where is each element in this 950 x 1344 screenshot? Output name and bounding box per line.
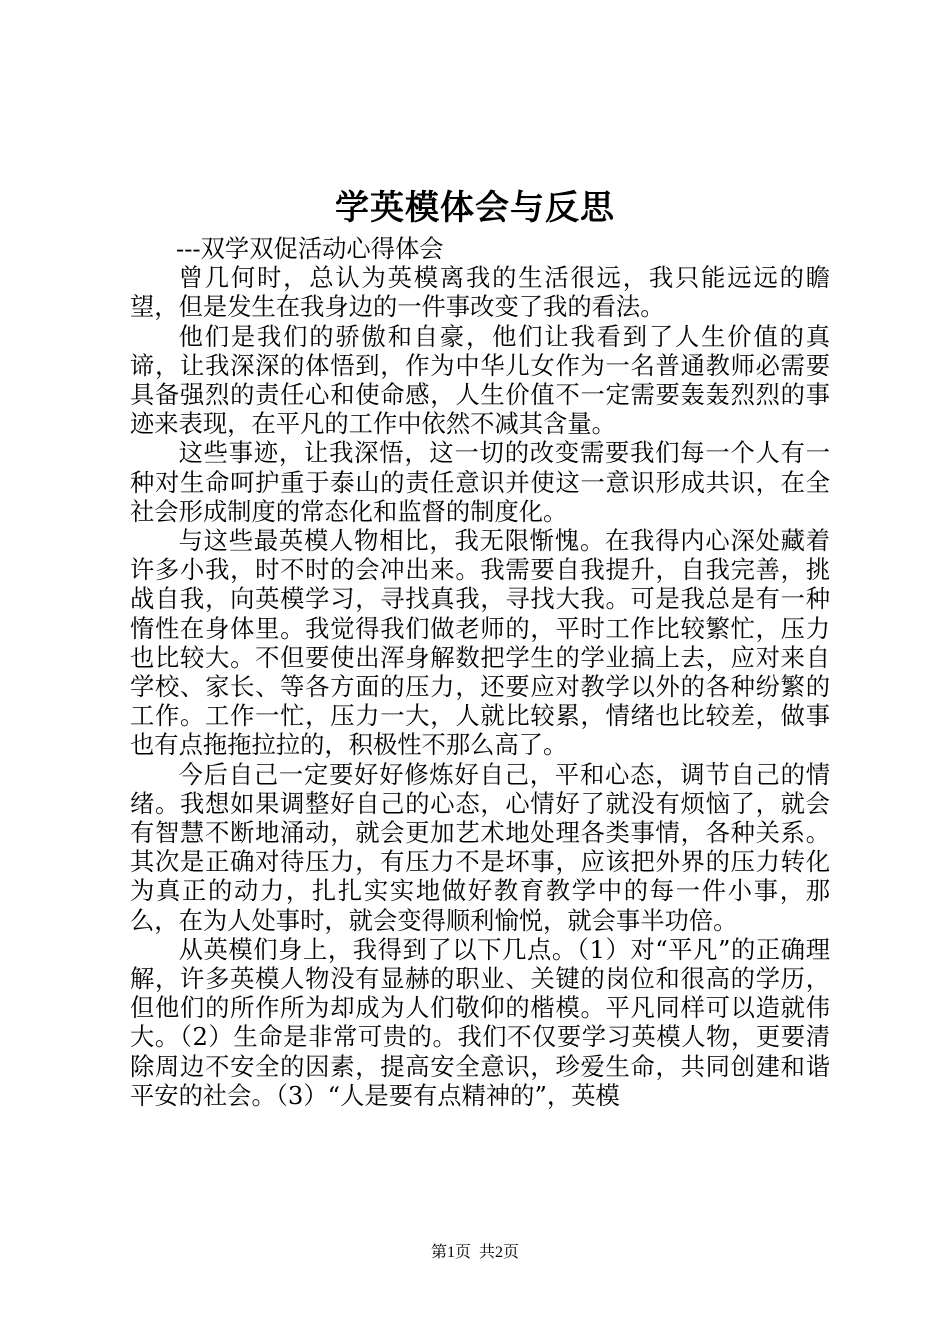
footer-separator (471, 1244, 479, 1261)
paragraph-5: 今后自己一定要好好修炼好自己，平和心态，调节自己的情绪。我想如果调整好自己的心态，心情好了就没有烦恼了，就会有智慧不断地涌动，就会更加艺术地处理各类事情，各种关系。其次是正确对待压力，有压力不是坏事，应该把外界的压力转化为真正的动力，扎扎实实地做好教育教学中的每一件小事，那么，在为人处事时，就会变得顺利愉悦，就会事半功倍。 (130, 759, 830, 935)
paragraph-4: 与这些最英模人物相比，我无限惭愧。在我得内心深处藏着许多小我，时不时的会冲出来。我需要自我提升，自我完善，挑战自我，向英模学习，寻找真我，寻找大我。可是我总是有一种惰性在身体里。我觉得我们做老师的，平时工作比较繁忙，压力也比较大。不但要使出浑身解数把学生的学业搞上去，应对来自学校、家长、等各方面的压力，还要应对教学以外的各种纷繁的工作。工作一忙，压力一大，人就比较累，情绪也比较差，做事也有点拖拖拉拉的，积极性不那么高了。 (130, 526, 830, 760)
document-body (130, 234, 830, 1110)
document-subtitle: ---双学双促活动心得体会 (176, 234, 444, 263)
page-number: 第1页 (430, 1244, 471, 1261)
paragraph-3: 这些事迹，让我深悟，这一切的改变需要我们每一个人有一种对生命呵护重于泰山的责任意识并使这一意识形成共识，在全社会形成制度的常态化和监督的制度化。 (130, 438, 830, 526)
page-footer (0, 1241, 950, 1265)
paragraph-1: 曾几何时，总认为英模离我的生活很远，我只能远远的瞻望，但是发生在我身边的一件事改变了我的看法。 (130, 263, 830, 322)
paragraph-6: 从英模们身上，我得到了以下几点。（1）对“平凡”的正确理解，许多英模人物没有显赫的职业、关键的岗位和很高的学历，但他们的所作所为却成为人们敬仰的楷模。平凡同样可以造就伟大。（2）生命是非常可贵的。我们不仅要学习英模人物，更要清除周边不安全的因素，提高安全意识，珍爱生命，共同创建和谐平安的社会。（3）“人是要有点精神的”，英模 (130, 934, 830, 1110)
page-total: 共2页 (479, 1244, 520, 1261)
paragraph-2: 他们是我们的骄傲和自豪，他们让我看到了人生价值的真谛，让我深深的体悟到，作为中华儿女作为一名普通教师必需要具备强烈的责任心和使命感，人生价值不一定需要轰轰烈烈的事迹来表现，在平凡的工作中依然不减其含量。 (130, 321, 830, 439)
document-title: 学英模体会与反思 (335, 188, 615, 228)
